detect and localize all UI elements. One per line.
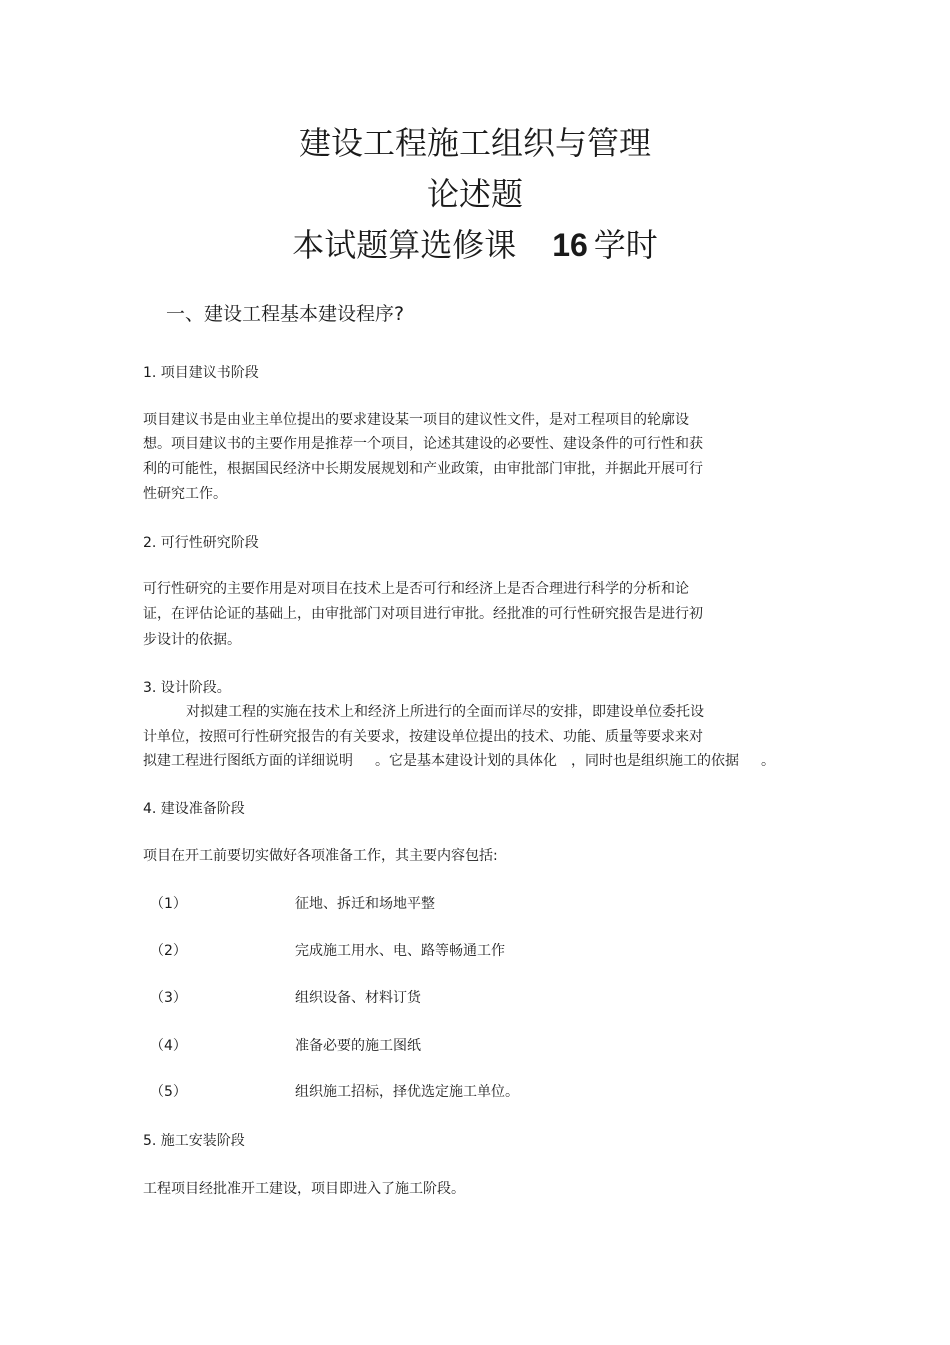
section-3-line3-part-b: 。它是基本建设计划的具体化	[375, 753, 557, 769]
document-subtitle: 论述题	[426, 175, 523, 213]
prep-item-text: 征地、拆迁和场地平整	[295, 896, 435, 912]
section-4-intro: 项目在开工前要切实做好各项准备工作，其主要内容包括:	[143, 848, 498, 864]
prep-item-number: （1）	[150, 896, 187, 912]
prep-item-number: （4）	[150, 1038, 187, 1054]
course-credit-suffix: 学时	[593, 226, 658, 264]
section-5-paragraph-line: 工程项目经批准开工建设，项目即进入了施工阶段。	[143, 1181, 465, 1197]
section-2-paragraph-line: 步设计的依据。	[143, 632, 241, 648]
section-2-paragraph-line: 可行性研究的主要作用是对项目在技术上是否可行和经济上是否合理进行科学的分析和论	[143, 581, 689, 597]
section-3-paragraph-line	[143, 749, 775, 773]
course-credit-line	[0, 225, 950, 265]
prep-item-text: 完成施工用水、电、路等畅通工作	[295, 943, 505, 959]
prep-item-number: （2）	[150, 943, 187, 959]
section-3-line3-part-c: ，同时也是组织施工的依据	[571, 753, 739, 769]
section-3-heading: 3. 设计阶段。	[143, 680, 231, 696]
prep-item-number: （3）	[150, 990, 187, 1006]
section-3-line3-part-d: 。	[761, 753, 775, 769]
section-1-paragraph-line: 项目建议书是由业主单位提出的要求建设某一项目的建议性文件，是对工程项目的轮廓设	[143, 412, 689, 428]
section-1-heading: 1. 项目建议书阶段	[143, 365, 259, 381]
document-title: 建设工程施工组织与管理	[298, 124, 651, 162]
prep-item-text: 组织施工招标，择优选定施工单位。	[295, 1084, 519, 1100]
section-1-paragraph-line: 利的可能性，根据国民经济中长期发展规划和产业政策，由审批部门审批，并据此开展可行	[143, 461, 703, 477]
prep-item-text: 组织设备、材料订货	[295, 990, 421, 1006]
section-3-paragraph-line: 对拟建工程的实施在技术上和经济上所进行的全面而详尽的安排，即建设单位委托设	[186, 704, 704, 720]
section-5-heading: 5. 施工安装阶段	[143, 1133, 245, 1149]
section-3-paragraph-line: 计单位，按照可行性研究报告的有关要求，按建设单位提出的技术、功能、质量等要求来对	[143, 729, 703, 745]
section-3-line3-part-a: 拟建工程进行图纸方面的详细说明	[143, 753, 353, 769]
section-2-paragraph-line: 证，在评估论证的基础上，由审批部门对项目进行审批。经批准的可行性研究报告是进行初	[143, 606, 703, 622]
prep-item-number: （5）	[150, 1084, 187, 1100]
section-1-paragraph-line: 想。项目建议书的主要作用是推荐一个项目，论述其建设的必要性、建设条件的可行性和获	[143, 436, 703, 452]
prep-item-text: 准备必要的施工图纸	[295, 1038, 421, 1054]
section-2-heading: 2. 可行性研究阶段	[143, 535, 259, 551]
section-4-heading: 4. 建设准备阶段	[143, 801, 245, 817]
course-credit-hours: 16	[552, 227, 588, 263]
question-heading: 一、建设工程基本建设程序?	[166, 303, 405, 325]
course-credit-prefix: 本试题算选修课	[292, 226, 517, 264]
section-1-paragraph-line: 性研究工作。	[143, 486, 227, 502]
